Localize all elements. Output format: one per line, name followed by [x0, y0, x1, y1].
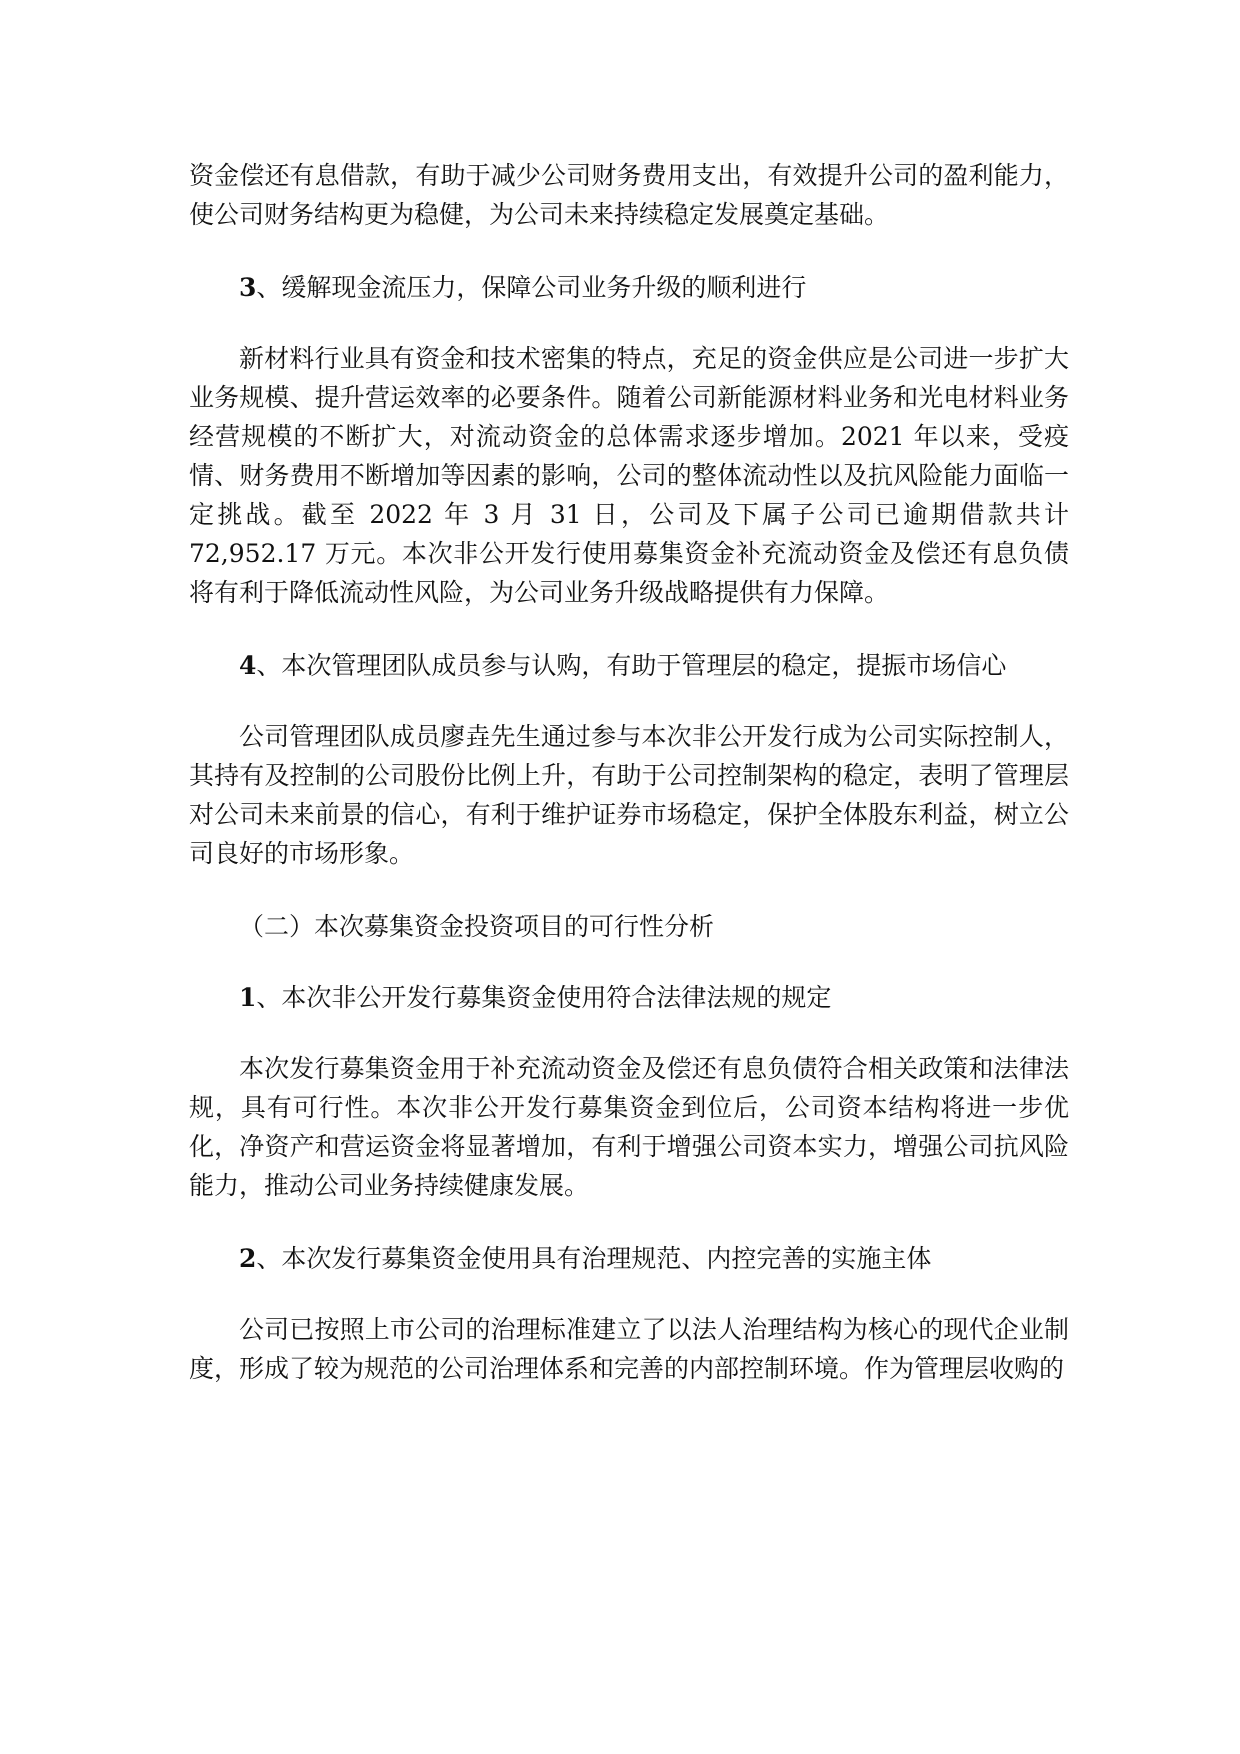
- paragraph-fund-usage-feasibility: 本次发行募集资金用于补充流动资金及偿还有息负债符合相关政策和法律法规，具有可行性。本次非公开发行募集资金到位后，公司资本结构将进一步优化，净资产和营运资金将显著增加，有利于增强公司资本实力，增强公司抗风险能力，推动公司业务持续健康发展。: [189, 1054, 1069, 1200]
- heading-legal-compliance: [189, 978, 1069, 1017]
- heading-management-subscription: [189, 646, 1069, 685]
- heading-text: 、缓解现金流压力，保障公司业务升级的顺利进行: [256, 273, 807, 302]
- heading-number: 4: [239, 651, 257, 680]
- heading-text: 、本次非公开发行募集资金使用符合法律法规的规定: [256, 983, 832, 1012]
- heading-text: 、本次发行募集资金使用具有治理规范、内控完善的实施主体: [256, 1244, 932, 1273]
- paragraph-debt-repayment-continued: 资金偿还有息借款，有助于减少公司财务费用支出，有效提升公司的盈利能力，使公司财务结构更为稳健，为公司未来持续稳定发展奠定基础。: [189, 161, 1069, 229]
- heading-governance-entity: [189, 1239, 1069, 1278]
- paragraph-new-materials-industry: 新材料行业具有资金和技术密集的特点，充足的资金供应是公司进一步扩大业务规模、提升营运效率的必要条件。随着公司新能源材料业务和光电材料业务经营规模的不断扩大，对流动资金的总体需求逐步增加。2021 年以来，受疫情、财务费用不断增加等因素的影响，公司的整体流动性以及抗风险能力面临一定挑战。截至 2022 年 3 月 31 日，公司及下属子公司已逾期借款共计 72,952.17 万元。本次非公开发行使用募集资金补充流动资金及偿还有息负债将有利于降低流动性风险，为公司业务升级战略提供有力保障。: [189, 344, 1069, 607]
- paragraph-corporate-governance: 公司已按照上市公司的治理标准建立了以法人治理结构为核心的现代企业制度，形成了较为规范的公司治理体系和完善的内部控制环境。作为管理层收购的: [189, 1315, 1069, 1383]
- heading-cash-flow-pressure: [189, 268, 1069, 307]
- heading-number: 1: [239, 983, 257, 1012]
- section-heading-feasibility-analysis: （二）本次募集资金投资项目的可行性分析: [239, 912, 715, 941]
- heading-number: 2: [239, 1244, 257, 1273]
- paragraph-management-team: 公司管理团队成员廖垚先生通过参与本次非公开发行成为公司实际控制人，其持有及控制的公司股份比例上升，有助于公司控制架构的稳定，表明了管理层对公司未来前景的信心，有利于维护证券市场稳定，保护全体股东利益，树立公司良好的市场形象。: [189, 722, 1069, 868]
- heading-text: 、本次管理团队成员参与认购，有助于管理层的稳定，提振市场信心: [256, 651, 1007, 680]
- document-page: [189, 156, 1069, 1388]
- heading-number: 3: [239, 273, 257, 302]
